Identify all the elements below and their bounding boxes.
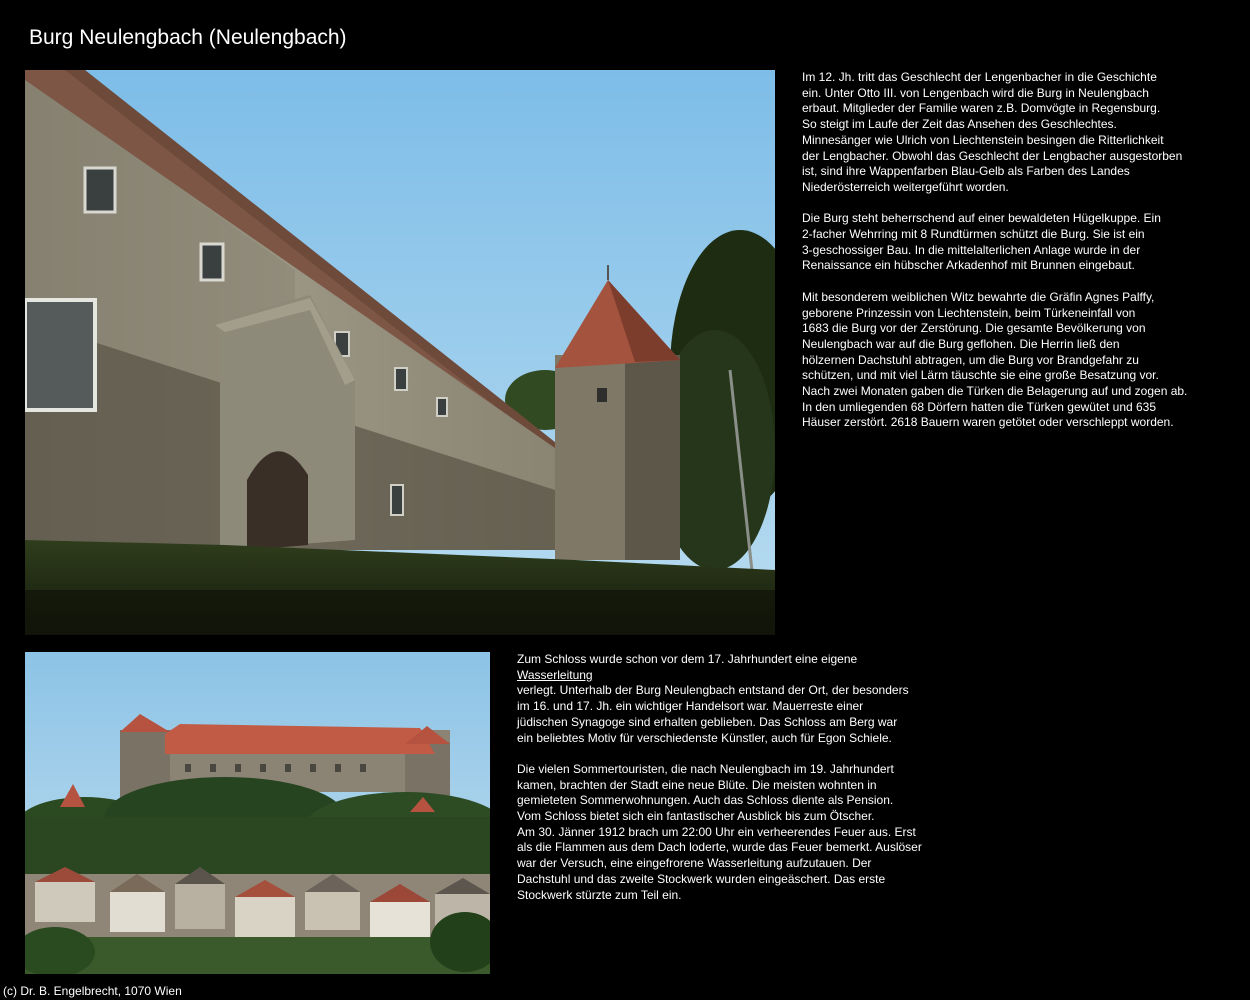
page-title: Burg Neulengbach (Neulengbach) <box>29 26 347 49</box>
history-paragraph-3: Mit besonderem weiblichen Witz bewahrte die Gräfin Agnes Palffy, geborene Prinzessin von Liechtenstein, beim Türkeneinfall von 1683 die Burg vor der Zerstörung. Die gesamte Bevölkerung von Neulengbach war auf die Burg geflohen. Die Herrin ließ den hölzernen Dachstuhl abtragen, um die Burg vor Brandgefahr zu schützen, und mit viel Lärm täuschte sie eine große Besatzung vor. Nach zwei Monaten gaben die Türken die Belagerung auf und zogen ab. In den umliegenden 68 Dörfern hatten die Türken gewütet und 635 Häuser zerstört. 2618 Bauern waren getötet oder verschleppt worden. <box>802 289 1188 430</box>
history-paragraph-1: Im 12. Jh. tritt das Geschlecht der Lengenbacher in die Geschichte ein. Unter Otto III. von Lengenbach wird die Burg in Neulengbach erbaut. Mitglieder der Familie waren z.B. Domvögte in Regensburg. So steigt im Laufe der Zeit das Ansehen des Geschlechtes. Minnesänger wie Ulrich von Liechtenstein besingen die Ritterlichkeit der Lengbacher. Obwohl das Geschlecht der Lengbacher ausgestorben ist, sind ihre Wappenfarben Blau-Gelb als Farben des Landes Niederösterreich weitergeführt worden. <box>802 70 1183 194</box>
wasserleitung-link[interactable]: Wasserleitung <box>517 667 593 682</box>
copyright-footer: (c) Dr. B. Engelbrecht, 1070 Wien <box>3 984 182 998</box>
town-paragraph-1-rest: verlegt. Unterhalb der Burg Neulengbach entstand der Ort, der besonders im 16. und 17. Jh. ein wichtiger Handelsort war. Mauerreste einer jüdischen Synagoge sind erhalten geblieben. Das Schloss am Berg war ein beliebtes Motiv für verschiedenste Künstler, auch für Egon Schiele. <box>517 683 909 745</box>
history-paragraph-2: Die Burg steht beherrschend auf einer bewaldeten Hügelkuppe. Ein 2-facher Wehrring mit 8 Rundtürmen schützt die Burg. Sie ist ein 3-geschossiger Bau. In die mittelalterlichen Anlage wurde in der Renaissance ein hübscher Arkadenhof mit Brunnen eingebaut. <box>802 211 1161 273</box>
castle-town-image <box>25 652 490 974</box>
history-text-block <box>802 70 1202 447</box>
castle-wall-image <box>25 70 775 635</box>
castle-town-photo <box>25 652 490 974</box>
town-text-block <box>517 652 937 919</box>
town-paragraph-1-intro: Zum Schloss wurde schon vor dem 17. Jahrhundert eine eigene <box>517 652 858 666</box>
town-paragraph-1 <box>517 652 937 746</box>
castle-wall-photo <box>25 70 775 635</box>
town-paragraph-2: Die vielen Sommertouristen, die nach Neulengbach im 19. Jahrhundert kamen, brachten der Stadt eine neue Blüte. Die meisten wohnten in gemieteten Sommerwohnungen. Auch das Schloss diente als Pension. Vom Schloss bietet sich ein fantastischer Ausblick bis zum Ötscher. Am 30. Jänner 1912 brach um 22:00 Uhr ein verheerendes Feuer aus. Erst als die Flammen aus dem Dach loderte, wurde das Feuer bemerkt. Auslöser war der Versuch, eine eingefrorene Wasserleitung aufzutauen. Der Dachstuhl und das zweite Stockwerk wurden eingeäschert. Das erste Stockwerk stürzte zum Teil ein. <box>517 761 922 902</box>
